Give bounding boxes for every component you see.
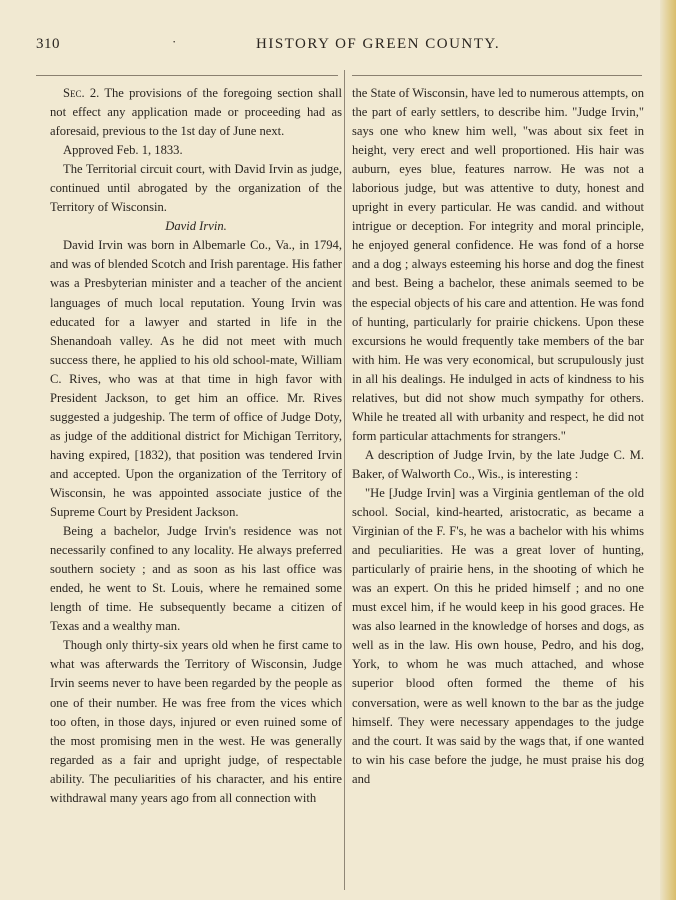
section-label: Sec. 2. bbox=[63, 86, 100, 100]
approval-line: Approved Feb. 1, 1833. bbox=[63, 143, 183, 158]
running-head-title: HISTORY OF GREEN COUNTY. bbox=[256, 36, 501, 52]
circuit-court-paragraph: The Territorial circuit court, with David Irvin as judge, continued until abrogated by the organization of the Territory of Wisconsin. bbox=[50, 162, 342, 215]
description-paragraph: the State of Wisconsin, have led to numerous attempts, on the part of early settlers, to describe him. "Judge Irvin," says one who knew him well, "was about six feet in height, very erect and well proportioned. His hair was auburn, eyes blue, features narrow. He was not a laborious judge, but was attentive to duty, honest and upright in every particular. He was candid. and without intrigue or deception. For integrity and moral principle, he enjoyed general confidence. He was fond of a horse and a dog ; always esteeming his horse and dog the finest and best. Being a bachelor, these animals seemed to be the especial objects of his care and attention. He was fond of hunting, particularly for prairie chickens. Upon these excursions he would frequently take members of the bar with him. He was very economical, but scrupulously just in all his dealings. He indulged in acts of kindness to his relatives, but did not show much sympathy for others. While he treated all with urbanity and respect, he did not form particular attachments for strangers." bbox=[352, 86, 645, 443]
column-divider bbox=[344, 70, 345, 890]
baker-quote-paragraph: "He [Judge Irvin] was a Virginia gentleman of the old school. Social, kind-hearted, aristocratic, as became a Virginian of the F. F's, he was a bachelor with his whims and peculiarities. He was a great lover of hunting, particularly of prairie hens, in the shooting of which he was an expert. On this he prided himself ; and no one must excel him, if he would keep in his good graces. He was also learned in the knowledge of horses and dogs, as well as in the law. His own house, Pedro, and his dog, York, to whom he was much attached, and whose superior blood often formed the theme of his conversation, were as well known to the bar as the judge himself. They were necessary appendages to the judge and the court. It was said by the wags that, if one wanted to win his case before the judge, he must praise his dog and bbox=[352, 485, 644, 786]
biography-paragraph: David Irvin was born in Albemarle Co., Va., in 1794, and was of blended Scotch and Irish parentage. His father was a Presbyterian minister and a teacher of the ancient languages of much local reputation. Young Irvin was educated for a lawyer and started in life in the Shenandoah valley. As he did not meet with much success there, he applied to his old school-mate, William C. Rives, who was at that time in high favor with President Jackson, to get him an office. Mr. Rives suggested a judgeship. The term of office of Judge Doty, as judge of the additional district for Michigan Territory, having expired, [1832), that position was tendered Irvin and accepted. Upon the organization of the Territory of Wisconsin, he was appointed associate justice of the Supreme Court by President Jackson. bbox=[50, 238, 342, 520]
section-paragraph bbox=[50, 84, 342, 141]
left-column bbox=[50, 84, 342, 808]
right-column bbox=[352, 84, 644, 789]
header-rule-right bbox=[352, 75, 642, 76]
subheading-david-irvin: David Irvin. bbox=[165, 219, 227, 234]
running-header bbox=[36, 36, 646, 58]
page-edge bbox=[660, 0, 676, 900]
section-text: The provisions of the foregoing section shall not effect any application made or proceeding had as aforesaid, previous to the 1st day of June next. bbox=[50, 86, 342, 139]
baker-intro-paragraph: A description of Judge Irvin, by the late Judge C. M. Baker, of Walworth Co., Wis., is interesting : bbox=[352, 447, 644, 481]
header-rule-left bbox=[36, 75, 338, 76]
page-number: 310 bbox=[36, 36, 60, 52]
residence-paragraph: Being a bachelor, Judge Irvin's residence was not necessarily confined to any locality. He always preferred southern society ; and as soon as his last office was ended, he went to St. Louis, where he remained some length of time. He subsequently became a citizen of Texas and a wealthy man. bbox=[50, 524, 342, 634]
header-mark: · bbox=[172, 34, 177, 49]
character-paragraph: Though only thirty-six years old when he first came to what was afterwards the Territory of Wisconsin, Judge Irvin seems never to have been regarded by the people as one of their number. He was free from the vices which too often, in those days, injured or even ruined some of the most promising men in the west. He was generally regarded as a fair and upright judge, of respectable ability. The peculiarities of his character, and his entire withdrawal many years ago from all connection with bbox=[50, 638, 342, 805]
